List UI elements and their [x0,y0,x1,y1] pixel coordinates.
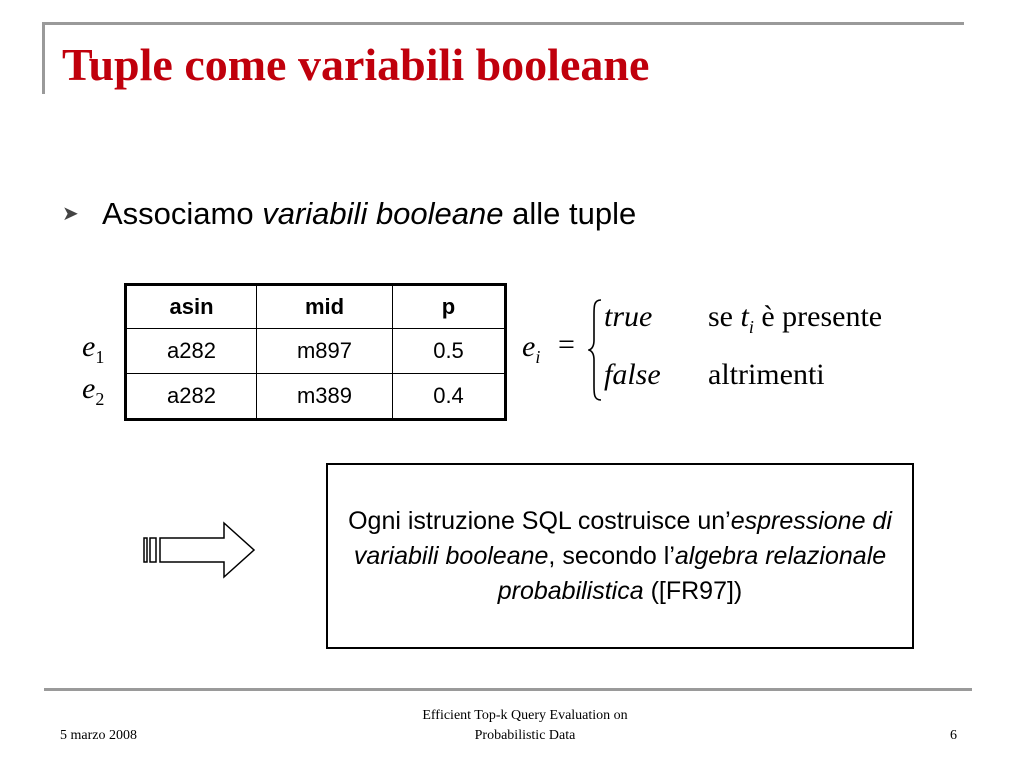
column-header-asin: asin [126,285,257,329]
table-cell: m389 [257,374,393,420]
sql-expression-note-box [326,463,914,649]
table-row [126,329,506,374]
row-label-var: e [82,330,96,363]
formula-lhs [522,330,540,368]
boolean-variable-formula [522,296,942,406]
formula-lhs-sub: i [535,347,541,367]
note-text [328,504,912,609]
bullet-item [62,196,636,232]
case-false-condition: altrimenti [708,358,825,391]
note-text-part: ([FR97]) [643,576,743,605]
frame-left-rule [42,22,45,94]
case-true-cond-var: t [740,300,749,333]
footer-title-line: Probabilistic Data [474,728,576,743]
bullet-text-after: alle tuple [503,196,637,231]
slide-title: Tuple come variabili booleane [62,39,650,90]
footer-rule [44,688,972,691]
column-header-p: p [393,285,506,329]
block-arrow-icon [142,520,258,580]
row-label-e2 [82,372,104,410]
note-text-emphasis: algebra relazionale probabilistica [497,541,887,605]
footer-date: 5 marzo 2008 [60,728,137,743]
table-cell: m897 [257,329,393,374]
bullet-text-emphasis: variabili booleane [262,196,504,231]
formula-equals: = [558,328,575,361]
curly-brace-icon [588,298,602,402]
table-cell: a282 [126,374,257,420]
case-true-value: true [604,300,653,333]
frame-top-rule [42,22,964,25]
row-label-sub: 2 [95,389,105,409]
bullet-text-before: Associamo [102,196,263,231]
note-text-part: , secondo l’ [548,541,675,570]
footer-presentation-title [370,706,680,746]
case-true-cond-post: è presente [761,300,883,333]
case-false-value: false [604,358,661,391]
row-label-sub: 1 [95,347,105,367]
footer-title-line: Efficient Top-k Query Evaluation on [422,708,628,723]
table-cell: 0.5 [393,329,506,374]
table-cell: a282 [126,329,257,374]
note-text-part: Ogni istruzione SQL costruisce un’ [348,506,731,535]
table-row [126,374,506,420]
tuples-table [124,283,507,421]
column-header-mid: mid [257,285,393,329]
case-true-cond-pre: se [708,300,733,333]
case-true-condition [708,300,882,338]
row-label-var: e [82,372,96,405]
arrow-bullet-icon: ➤ [62,203,79,225]
formula-lhs-var: e [522,330,536,363]
row-label-e1 [82,330,104,368]
table-cell: 0.4 [393,374,506,420]
case-true-cond-sub: i [748,317,754,337]
note-text-emphasis: espressione di variabili booleane [353,506,892,570]
table-header-row [126,285,506,329]
footer-page-number: 6 [950,728,957,743]
